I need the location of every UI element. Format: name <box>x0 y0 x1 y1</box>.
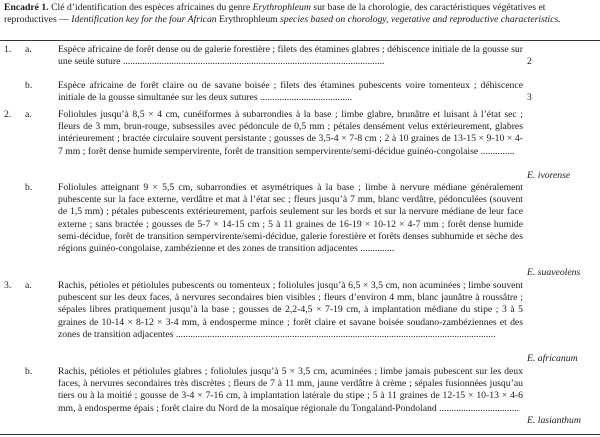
entry-leader-dots: .............. <box>357 243 395 255</box>
entry-text: Foliolules jusqu’à 8,5 × 4 cm, cunéiformes à subarrondies à la base ; limbe glabre, brunâtre et luisant à l’état sec ; fleurs de 3 mm, brun-rouge, subsessiles avec pédoncule de 0,5 mm ; pétales densément velus extérieurement, glabres intérieurement ; bractée circulaire souvent persistante ; gousses de 3,5-4 × 7-8 cm ; 2 à 10 graines de 13-15 × 9-10 × 4-7 mm ; forêt dense humide sempervirente, forêt de transition sempervirente/semi-décidue guinéo-congolaise <box>58 109 523 157</box>
caption-translation-a: Identification key for the four African <box>71 14 217 26</box>
entry-leader-dots: ................................. <box>436 402 520 414</box>
entry-description <box>58 109 523 158</box>
entry-text: Espèce africaine de forêt dense ou de galerie forestière ; filets des étamines glabres ; déhiscence initiale de la gousse sur une seule suture <box>58 44 523 68</box>
bottom-rule <box>0 434 600 435</box>
entry-text: Rachis, pétioles et pétiolules glabres ; foliolules jusqu’à 5 × 3,5 cm, acuminées ; limbe jamais pubescent sur les deux faces, à nervures secondaires très discrètes ; fleurs de 7 à 11 mm, jaune verdâtre à crème ; sépales fusionnées jusqu’au tiers ou à la moitié ; gousse de 3-4 × 7-16 cm, à implantation latérale du stipe ; 5 à 11 graines de 12-15 × 10-13 × 4-6 mm, à endosperme épais ; forêt claire du Nord de la mosaïque régionale du Tongaland-Pondoland <box>58 366 523 414</box>
entry-result-species: E. ivorense <box>527 170 571 181</box>
entry-leader-dots: .................................................................................................................................... <box>173 328 496 340</box>
entry-result-species: E. suaveolens <box>527 267 581 278</box>
entry-text: Rachis, pétioles et pétiolules pubescents ou tomenteux ; foliolules jusqu’à 6,5 × 3,5 cm, non acuminées ; limbe souvent pubescent sur les deux faces, à nervures secondaires bien visibles ; fleurs d’environ 4 mm, blanc jaunâtre à roussâtre ; sépales libres pratiquement jusqu’à la base ; gousses de 2,2-4,5 × 7-19 cm, à implantation médiane du stipe ; 3 à 5 graines de 10-14 × 8-12 × 3-4 mm, à endosperme mince ; forêt claire et savane boisée soudano-zambéziennes et des zones de transition adjacentes <box>58 280 523 340</box>
entry-sub-letter: b. <box>25 366 33 377</box>
entry-sub-letter: b. <box>25 80 33 91</box>
caption-genus: Erythrophleum <box>252 2 311 13</box>
entry-text: Espèce africaine de forêt claire ou de savane boisée ; filets des étamines pubescents voire tomenteux ; déhiscence initiale de la gousse simultanée sur les deux sutures <box>58 80 523 104</box>
caption-translation-b: species based on chorology, vegetative and reproductive characteristics. <box>280 14 561 26</box>
entry-description <box>58 182 523 255</box>
entry-description <box>58 80 523 104</box>
entry-number: 2. <box>4 109 12 120</box>
entry-sub-letter: b. <box>25 182 33 193</box>
entry-number: 3. <box>4 280 12 291</box>
entry-result-species: E. africanum <box>527 353 578 364</box>
caption-label: Encadré 1. <box>4 2 49 13</box>
top-rule <box>0 40 600 41</box>
entry-description <box>58 280 523 341</box>
entry-leader-dots: .............. <box>478 145 515 157</box>
entry-sub-letter: a. <box>25 44 32 55</box>
entry-result-species: E. lasianthum <box>527 415 581 426</box>
entry-number: 1. <box>4 44 12 55</box>
box-caption <box>4 2 594 26</box>
entry-leader-dots: ...................................... <box>257 92 353 104</box>
entry-result: 2 <box>527 56 532 67</box>
caption-text-before: Clé d’identification des espèces africaines du genre <box>51 2 251 13</box>
caption-translation-genus: Erythrophleum <box>219 14 278 26</box>
entry-sub-letter: a. <box>25 280 32 291</box>
entry-result: 3 <box>527 92 532 103</box>
caption-text-after: sur base de la chorologie, des caractéristiques végétatives et reproductives — <box>4 2 546 26</box>
entry-leader-dots: ............................................................................................................ <box>120 56 385 68</box>
entry-text: Foliolules atteignant 9 × 5,5 cm, subarrondies et asymétriques à la base ; limbe à nervure médiane généralement pubescente sur la face externe, verdâtre et mat à l’état sec ; fleurs jusqu’à 7 mm, blanc verdâtre, pédonculées (souvent de 1,5 mm) ; pétales pubescents extérieurement, parfois seulement sur les bords et sur la nervure médiane de leur face externe ; sans bractée ; gousses de 5-7 × 14-15 cm ; 5 à 11 graines de 16-19 × 10-12 × 4-7 mm ; forêt dense humide semi-décidue, forêt de transition sempervirente/semi-décidue, galerie forestière et forêts denses subhumide et sèche des régions guinéo-congolaise, zambézienne et des zones de transition adjacentes <box>58 182 523 255</box>
entry-description <box>58 366 523 415</box>
entry-sub-letter: a. <box>25 109 32 120</box>
entry-description <box>58 44 523 68</box>
